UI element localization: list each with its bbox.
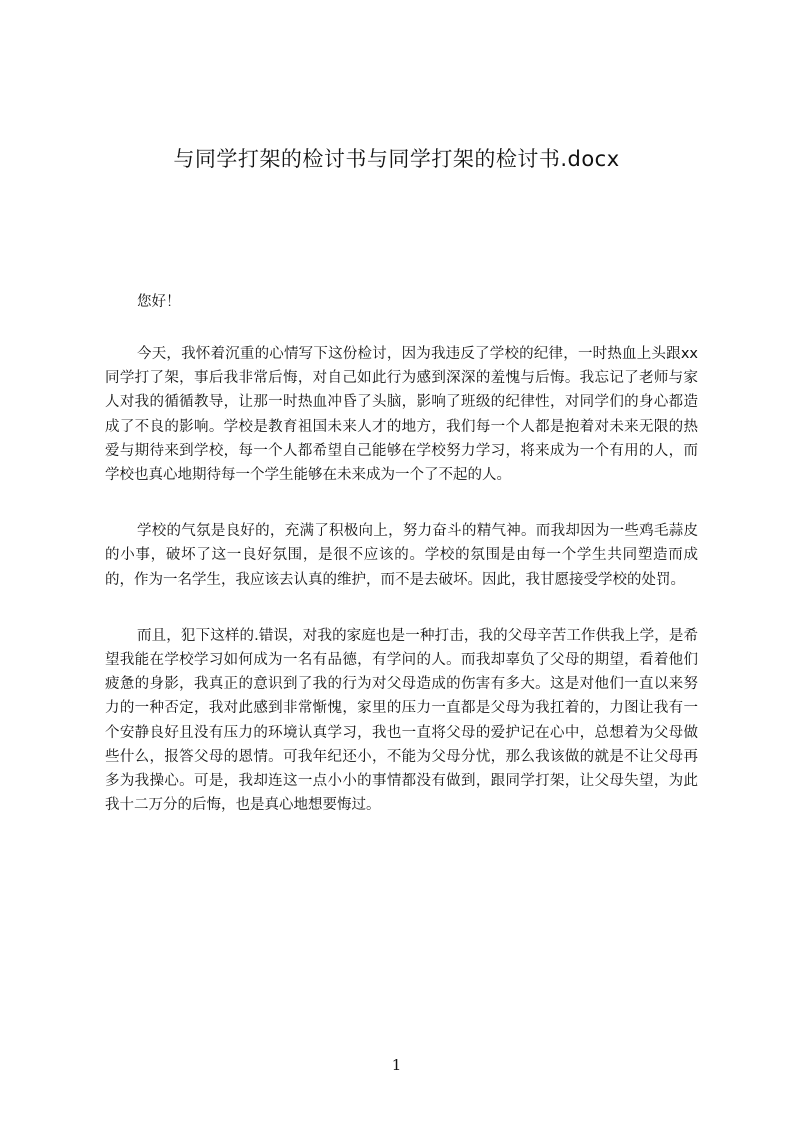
- document-body: [105, 342, 698, 932]
- paragraph-3: 而且，犯下这样的.错误，对我的家庭也是一种打击，我的父母辛苦工作供我上学，是希望我能在学校学习如何成为一名有品德，有学问的人。而我却辜负了父母的期望，看着他们疲惫的身影，我真正的意识到了我的行为对父母造成的伤害有多大。这是对他们一直以来努力的一种否定，我对此感到非常惭愧，家里的压力一直都是父母为我扛着的，力图让我有一个安静良好且没有压力的环境认真学习，我也一直将父母的爱护记在心中，总想着为父母做些什么，报答父母的恩情。可我年纪还小，不能为父母分忧，那么我该做的就是不让父母再多为我操心。可是，我却连这一点小小的事情都没有做到，跟同学打架，让父母失望，为此我十二万分的后悔，也是真心地想要悔过。: [105, 627, 698, 814]
- salutation: 您好！: [137, 294, 181, 310]
- paragraph-2: 学校的气氛是良好的，充满了积极向上，努力奋斗的精气神。而我却因为一些鸡毛蒜皮的小事，破坏了这一良好氛围，是很不应该的。学校的氛围是由每一个学生共同塑造而成的，作为一名学生，我应该去认真的维护，而不是去破坏。因此，我甘愿接受学校的处罚。: [105, 523, 698, 588]
- document-title: 与同学打架的检讨书与同学打架的检讨书.docx: [173, 147, 620, 171]
- paragraph-1: 今天，我怀着沉重的心情写下这份检讨，因为我违反了学校的纪律，一时热血上头跟xx同学打了架，事后我非常后悔，对自己如此行为感到深深的羞愧与后悔。我忘记了老师与家人对我的循循教导，让那一时热血冲昏了头脑，影响了班级的纪律性，对同学们的身心都造成了不良的影响。学校是教育祖国未来人才的地方，我们每一个人都是抱着对未来无限的热爱与期待来到学校，每一个人都希望自己能够在学校努力学习，将来成为一个有用的人，而学校也真心地期待每一个学生能够在未来成为一个了不起的人。: [105, 346, 698, 484]
- page-number: 1: [391, 1056, 402, 1074]
